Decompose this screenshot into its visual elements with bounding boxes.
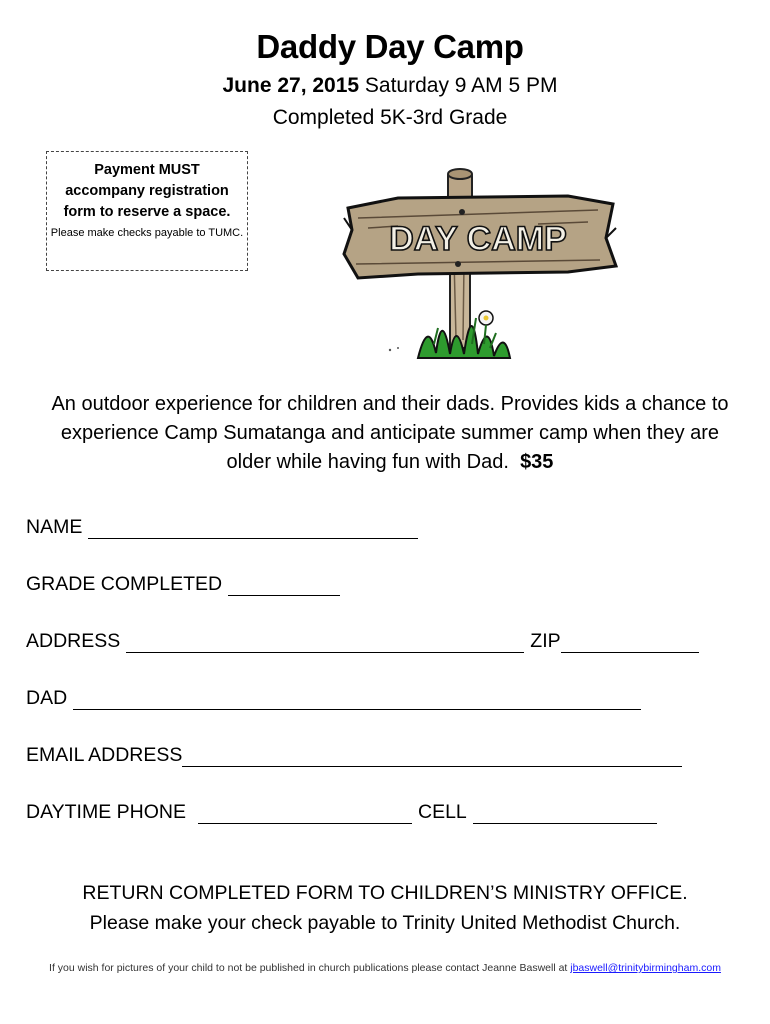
grade-label: GRADE COMPLETED	[26, 573, 223, 595]
address-field[interactable]	[126, 632, 524, 653]
address-label: ADDRESS	[26, 630, 121, 652]
event-date: June 27, 2015	[222, 74, 360, 97]
cell-label: CELL	[418, 801, 467, 823]
zip-label: ZIP	[530, 630, 561, 652]
description-text: An outdoor experience for children and their dads. Provides kids a chance to experience Camp Sumatanga and anticipate summer camp when they are older while having fun with Dad.	[51, 393, 729, 473]
payment-note: Please make checks payable to TUMC.	[50, 227, 244, 239]
name-field[interactable]	[88, 518, 418, 539]
photo-release-note	[0, 962, 770, 974]
name-label: NAME	[26, 516, 83, 538]
event-description	[40, 390, 740, 477]
address-row	[26, 630, 699, 653]
name-row	[26, 516, 418, 539]
phone-field[interactable]	[198, 803, 412, 824]
return-instructions	[0, 878, 770, 938]
price: $35	[520, 451, 554, 473]
phone-row	[26, 801, 657, 824]
grade-row	[26, 573, 340, 596]
dad-label: DAD	[26, 687, 68, 709]
cell-field[interactable]	[473, 803, 657, 824]
payment-notice-line-1: Payment MUST	[94, 162, 200, 178]
payment-notice-box	[46, 151, 248, 271]
phone-label: DAYTIME PHONE	[26, 801, 186, 823]
sign-text: DAY CAMP	[389, 220, 567, 258]
dad-row	[26, 687, 641, 710]
email-row	[26, 744, 682, 767]
event-date-time	[0, 74, 770, 98]
zip-field[interactable]	[561, 632, 699, 653]
email-field[interactable]	[182, 746, 682, 767]
payment-notice-line-2: accompany registration	[65, 183, 229, 199]
email-label: EMAIL ADDRESS	[26, 744, 183, 766]
dad-field[interactable]	[73, 689, 641, 710]
event-time: Saturday 9 AM 5 PM	[359, 74, 558, 97]
day-camp-sign-illustration	[338, 168, 620, 368]
footer-text: If you wish for pictures of your child to not be published in church publications please contact Jeanne Baswell at	[49, 962, 571, 974]
eligible-grades: Completed 5K-3rd Grade	[272, 106, 508, 129]
return-line-2: Please make your check payable to Trinity United Methodist Church.	[89, 912, 681, 934]
grade-field[interactable]	[228, 575, 340, 596]
contact-email-link[interactable]: jbaswell@trinitybirmingham.com	[570, 962, 721, 974]
payment-notice-line-3: form to reserve a space.	[63, 204, 231, 220]
return-line-1: RETURN COMPLETED FORM TO CHILDREN’S MINISTRY OFFICE.	[82, 882, 688, 904]
page-title: Daddy Day Camp	[256, 28, 524, 65]
